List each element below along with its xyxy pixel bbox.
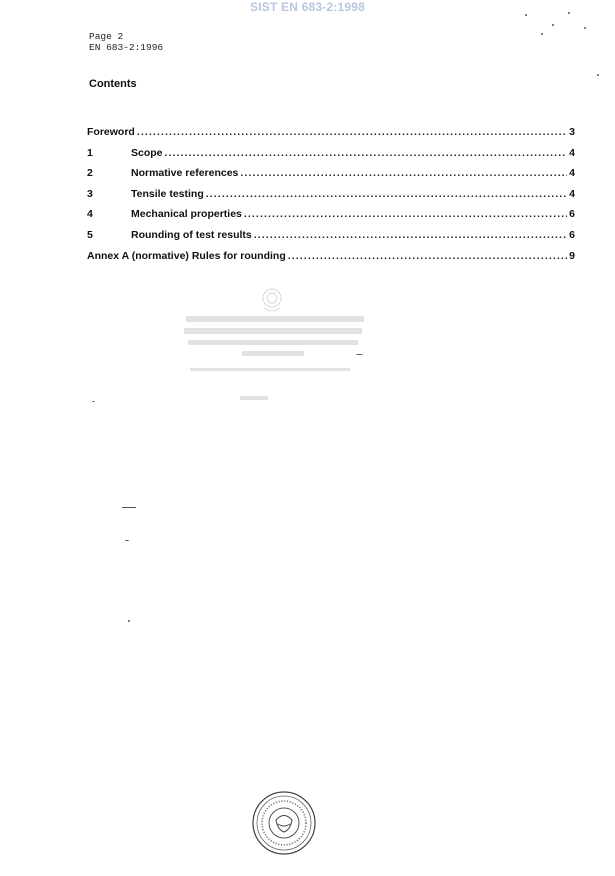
- page-label: Page 2: [89, 31, 124, 42]
- toc-entry-title: Foreword: [87, 126, 135, 138]
- toc-entry-annex-a[interactable]: [87, 250, 575, 271]
- dot-leader: [244, 208, 567, 220]
- speck-mark: [125, 540, 129, 541]
- toc-entry-page: 9: [569, 249, 575, 262]
- toc-entry-page: 6: [569, 208, 575, 221]
- table-of-contents: [87, 126, 575, 270]
- toc-entry-number: 5: [87, 228, 93, 241]
- watermark: SIST EN 683-2:1998: [250, 0, 365, 14]
- dot-leader: [288, 250, 567, 262]
- toc-entry-number: 4: [87, 208, 93, 221]
- toc-entry-number: 3: [87, 187, 93, 200]
- toc-entry-number: 1: [87, 146, 93, 159]
- toc-entry-normative-references[interactable]: [87, 167, 575, 188]
- toc-entry-foreword[interactable]: [87, 126, 575, 147]
- speck-mark: [92, 401, 95, 402]
- dot-leader: [254, 229, 567, 241]
- toc-entry-page: 4: [569, 187, 575, 200]
- dot-leader: [165, 147, 568, 159]
- toc-entry-title: Mechanical properties: [131, 208, 242, 221]
- toc-entry-title: Annex A (normative) Rules for rounding: [87, 249, 286, 262]
- page-header: [89, 31, 163, 53]
- dot-leader: [137, 126, 567, 138]
- speck-mark: [128, 620, 130, 622]
- toc-entry-title: Tensile testing: [131, 187, 204, 200]
- toc-entry-page: 4: [569, 167, 575, 180]
- document-number: EN 683-2:1996: [89, 42, 164, 53]
- speck-mark: [122, 507, 136, 508]
- speck-mark: [541, 33, 543, 35]
- toc-entry-scope[interactable]: [87, 147, 575, 168]
- round-seal-icon: [251, 790, 317, 856]
- speck-mark: [356, 354, 363, 355]
- toc-entry-number: 2: [87, 167, 93, 180]
- speck-mark: [584, 27, 586, 29]
- toc-entry-title: Scope: [131, 146, 163, 159]
- toc-entry-page: 3: [569, 126, 575, 138]
- faded-stamp-icon: [180, 280, 370, 410]
- toc-entry-rounding[interactable]: [87, 229, 575, 250]
- dot-leader: [206, 188, 567, 200]
- contents-heading: Contents: [89, 78, 137, 90]
- toc-entry-mechanical-properties[interactable]: [87, 208, 575, 229]
- speck-mark: [552, 24, 554, 26]
- speck-mark: [568, 12, 570, 14]
- toc-entry-title: Normative references: [131, 167, 239, 180]
- speck-mark: [597, 74, 599, 76]
- toc-entry-page: 6: [569, 228, 575, 241]
- toc-entry-tensile-testing[interactable]: [87, 188, 575, 209]
- dot-leader: [240, 167, 567, 179]
- speck-mark: [525, 14, 527, 16]
- toc-entry-title: Rounding of test results: [131, 228, 252, 241]
- toc-entry-page: 4: [569, 146, 575, 159]
